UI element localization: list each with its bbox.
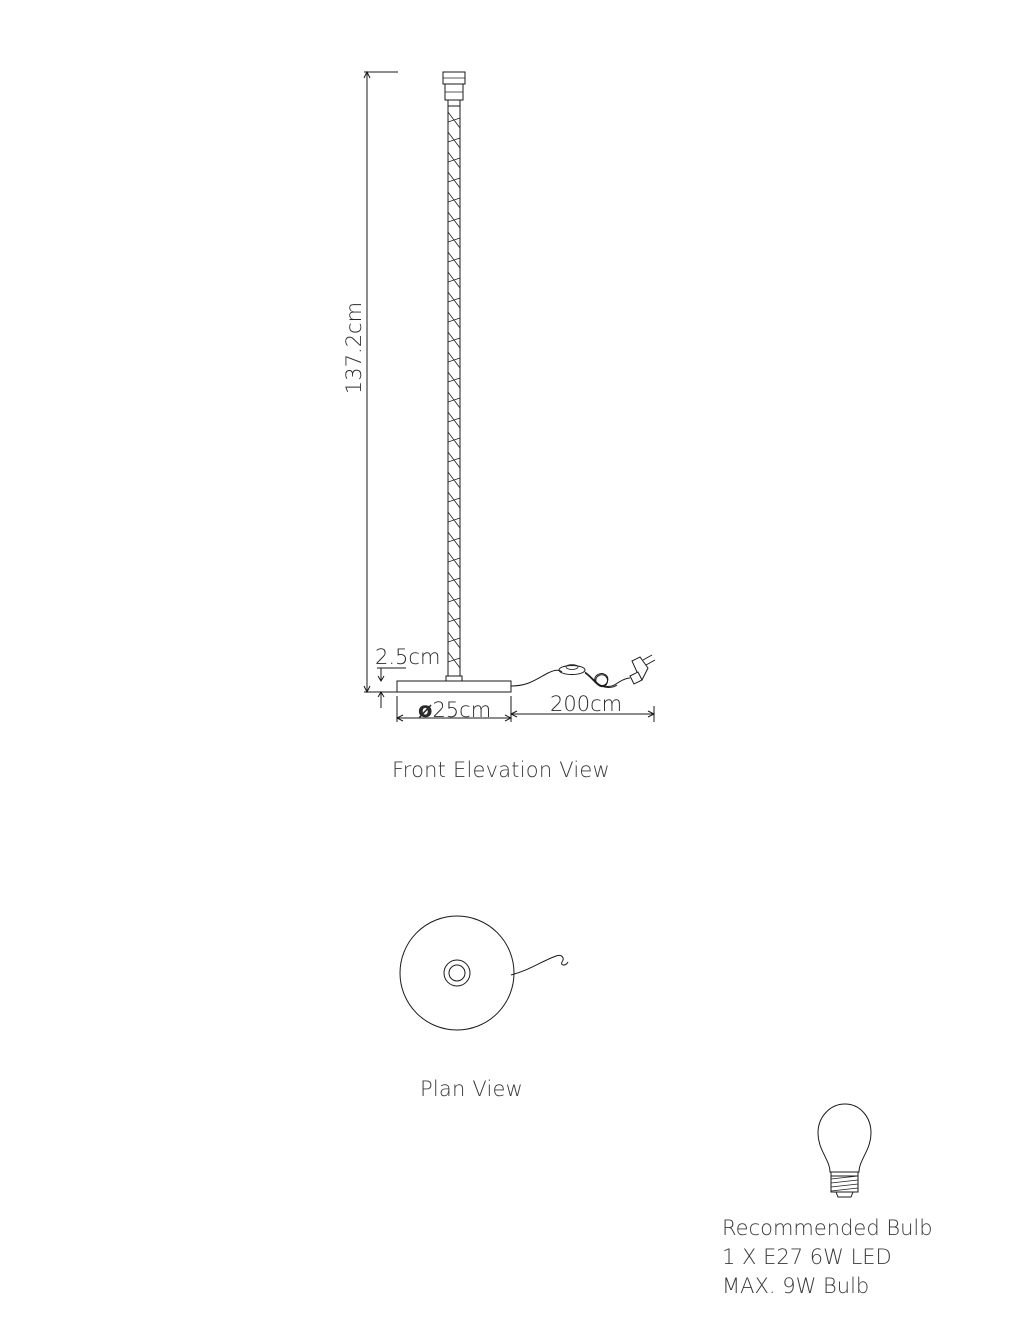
front-elevation-caption: Front Elevation View [392,758,610,782]
base-thickness-label: 2.5cm [375,645,441,669]
base-diameter-value: 25cm [432,698,492,722]
front-elevation-drawing [342,72,655,722]
power-plug [630,655,655,684]
lamp-socket [443,72,465,106]
plan-cable [511,955,568,975]
bulb-spec-line1: 1 X E27 6W LED [722,1245,892,1269]
twisted-stem [446,106,462,681]
plan-stem-outer [444,960,470,986]
cable-length-label: 200cm [550,692,623,716]
lamp-base [397,681,511,692]
recommended-bulb-info [722,1214,933,1301]
height-label: 137.2cm [342,301,366,395]
plan-view-caption: Plan View [420,1077,523,1101]
height-dimension-line [364,72,398,692]
bulb-spec-line2: MAX. 9W Bulb [722,1274,870,1298]
base-diameter-label [418,698,491,722]
foot-switch [559,666,585,675]
plan-view-drawing [400,916,568,1030]
power-cable [511,655,655,687]
plan-stem-inner [449,965,465,981]
bulb-title: Recommended Bulb [722,1216,933,1240]
bulb-icon [818,1104,871,1197]
base-thickness-dimension [377,668,406,708]
diameter-symbol: ø [418,698,433,722]
plan-base-circle [400,916,514,1030]
